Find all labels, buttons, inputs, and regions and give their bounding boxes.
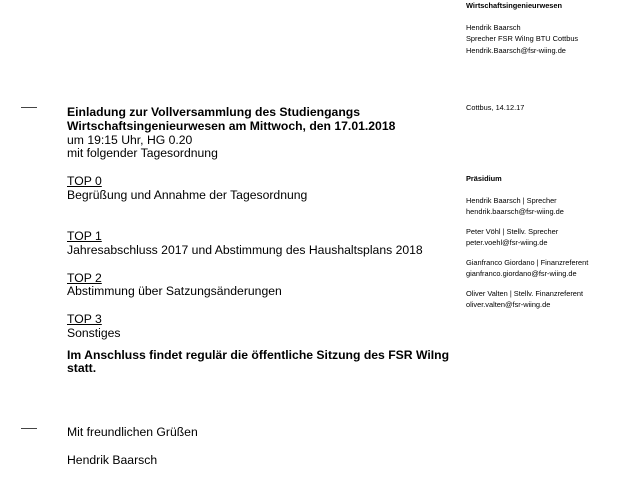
- praesidium-member: [466, 227, 588, 248]
- topic-label: TOP 0: [67, 173, 102, 188]
- agenda-intro: mit folgender Tagesordnung: [67, 146, 218, 161]
- topic-text: Abstimmung über Satzungsänderungen: [67, 284, 282, 299]
- note-line-2: statt.: [67, 361, 97, 376]
- note-line-1: Im Anschluss findet regulär die öffentliche Sitzung des FSR WiIng: [67, 347, 450, 362]
- letterhead-org: Wirtschaftsingenieurwesen: [466, 1, 563, 10]
- signature: Hendrik Baarsch: [67, 452, 158, 467]
- member-email: gianfranco.giordano@fsr-wiing.de: [466, 268, 577, 278]
- topic-label: TOP 2: [67, 270, 102, 285]
- topic-label: TOP 3: [67, 311, 102, 326]
- letter-body: [67, 106, 457, 468]
- fold-mark-top: [21, 107, 37, 108]
- date-line: Cottbus, 14.12.17: [466, 103, 525, 112]
- closing: Mit freundlichen Grüßen: [67, 425, 198, 440]
- time-place: um 19:15 Uhr, HG 0.20: [67, 132, 193, 147]
- topic-label: TOP 1: [67, 229, 102, 244]
- praesidium-member: [466, 196, 588, 217]
- topic-text: Sonstiges: [67, 325, 121, 340]
- member-email: hendrik.baarsch@fsr-wiing.de: [466, 206, 564, 216]
- topic-text: Jahresabschluss 2017 und Abstimmung des Haushaltsplans 2018: [67, 242, 423, 257]
- member-title: Hendrik Baarsch | Sprecher: [466, 196, 557, 206]
- letterhead-name: Hendrik Baarsch: [466, 23, 521, 33]
- member-title: Peter Vöhl | Stellv. Sprecher: [466, 227, 559, 237]
- topic-text: Begrüßung und Annahme der Tagesordnung: [67, 187, 308, 202]
- fold-mark-bottom: [21, 428, 37, 429]
- letterhead-role: Sprecher FSR WiIng BTU Cottbus: [466, 34, 579, 44]
- letter-heading-line-1: Einladung zur Vollversammlung des Studiengangs: [67, 105, 360, 119]
- member-title: Gianfranco Giordano | Finanzreferent: [466, 258, 589, 268]
- praesidium-member: [466, 289, 588, 310]
- letterhead: [466, 0, 578, 56]
- praesidium-member: [466, 258, 588, 279]
- letter-heading-line-2: Wirtschaftsingenieurwesen am Mittwoch, den 17.01.2018: [67, 118, 396, 133]
- letterhead-email: Hendrik.Baarsch@fsr-wiing.de: [466, 45, 566, 55]
- praesidium-heading: Präsidium: [466, 174, 502, 183]
- member-title: Oliver Valten | Stellv. Finanzreferent: [466, 289, 584, 299]
- member-email: peter.voehl@fsr-wiing.de: [466, 237, 548, 247]
- praesidium-block: [466, 174, 588, 320]
- member-email: oliver.valten@fsr-wiing.de: [466, 299, 551, 309]
